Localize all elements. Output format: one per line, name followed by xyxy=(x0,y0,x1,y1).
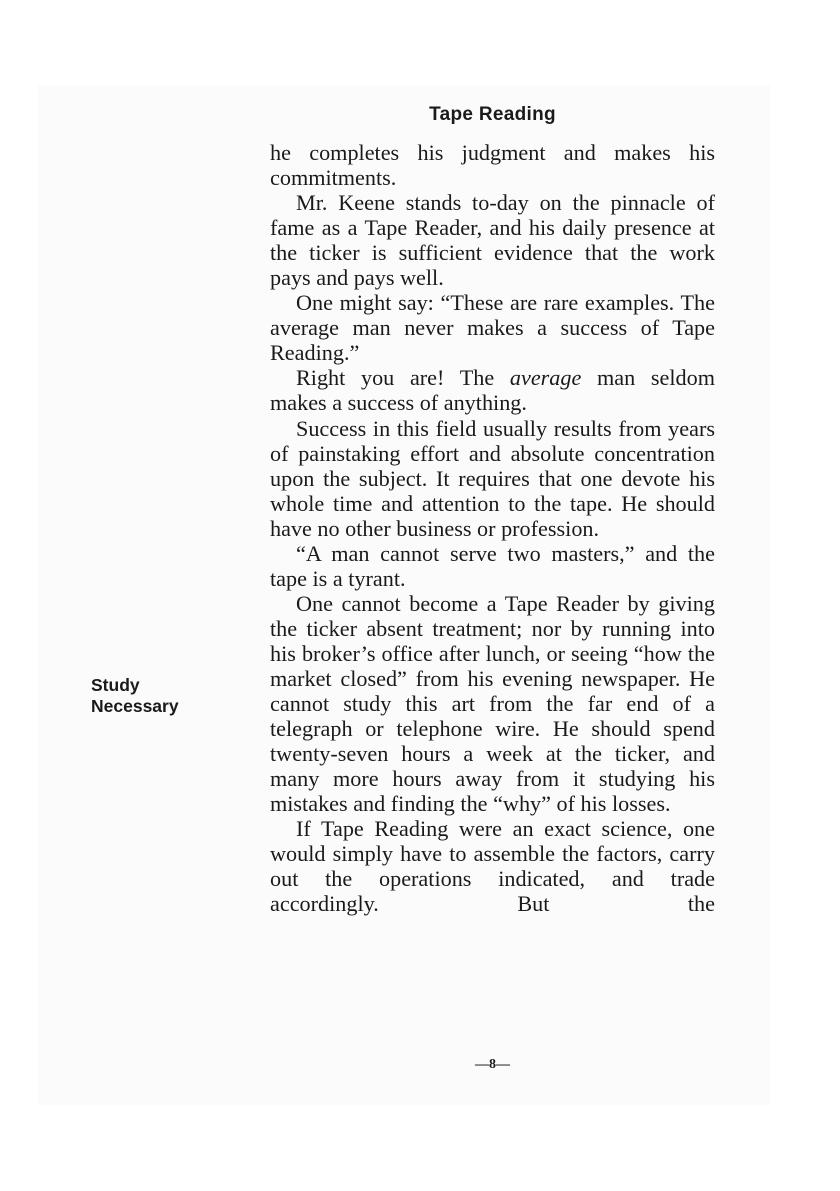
paragraph-2: Mr. Keene stands to-day on the pinnacle of fame as a Tape Reader, and his daily presence at the ticker is sufficient evidence that the work pays and pays well. xyxy=(270,190,715,291)
paragraph-6: “A man cannot serve two masters,” and the tape is a tyrant. xyxy=(270,540,715,591)
margin-note-line-1: Study xyxy=(91,675,140,695)
running-head: Tape Reading xyxy=(429,104,556,125)
paragraph-1: he completes his judgment and makes his commitments. xyxy=(270,140,715,191)
paragraph-5: Success in this field usually results from years of painstaking effort and absolute concentration upon the subject. It requires that one devote his whole time and attention to the tape. He should have no other business or profession. xyxy=(270,415,715,541)
page-number: —8— xyxy=(475,1057,510,1072)
paragraph-4-text-b: man seldom makes a success of anything. xyxy=(270,365,715,416)
paragraph-7: One cannot become a Tape Reader by giving the ticker absent treatment; nor by running into his broker’s office after lunch, or seeing “how the market closed” from his evening newspaper. He cannot study this art from the far end of a telegraph or telephone wire. He should spend twenty-seven hours a week at the ticker, and many more hours away from it studying his mistakes and finding the “why” of his losses. xyxy=(270,590,715,817)
margin-note-line-2: Necessary xyxy=(91,696,179,716)
margin-note xyxy=(91,675,241,717)
paragraph-4-text-a: Right you are! The xyxy=(296,365,510,391)
paragraph-4 xyxy=(270,365,715,415)
paragraph-3: One might say: “These are rare examples. The average man never makes a success of Tape Reading.” xyxy=(270,290,715,366)
paragraph-8: If Tape Reading were an exact science, one would simply have to assemble the factors, carry out the operations indicated, and trade accordingly. But the xyxy=(270,816,715,917)
body-text xyxy=(270,140,715,916)
emphasis-average: average xyxy=(509,365,582,391)
